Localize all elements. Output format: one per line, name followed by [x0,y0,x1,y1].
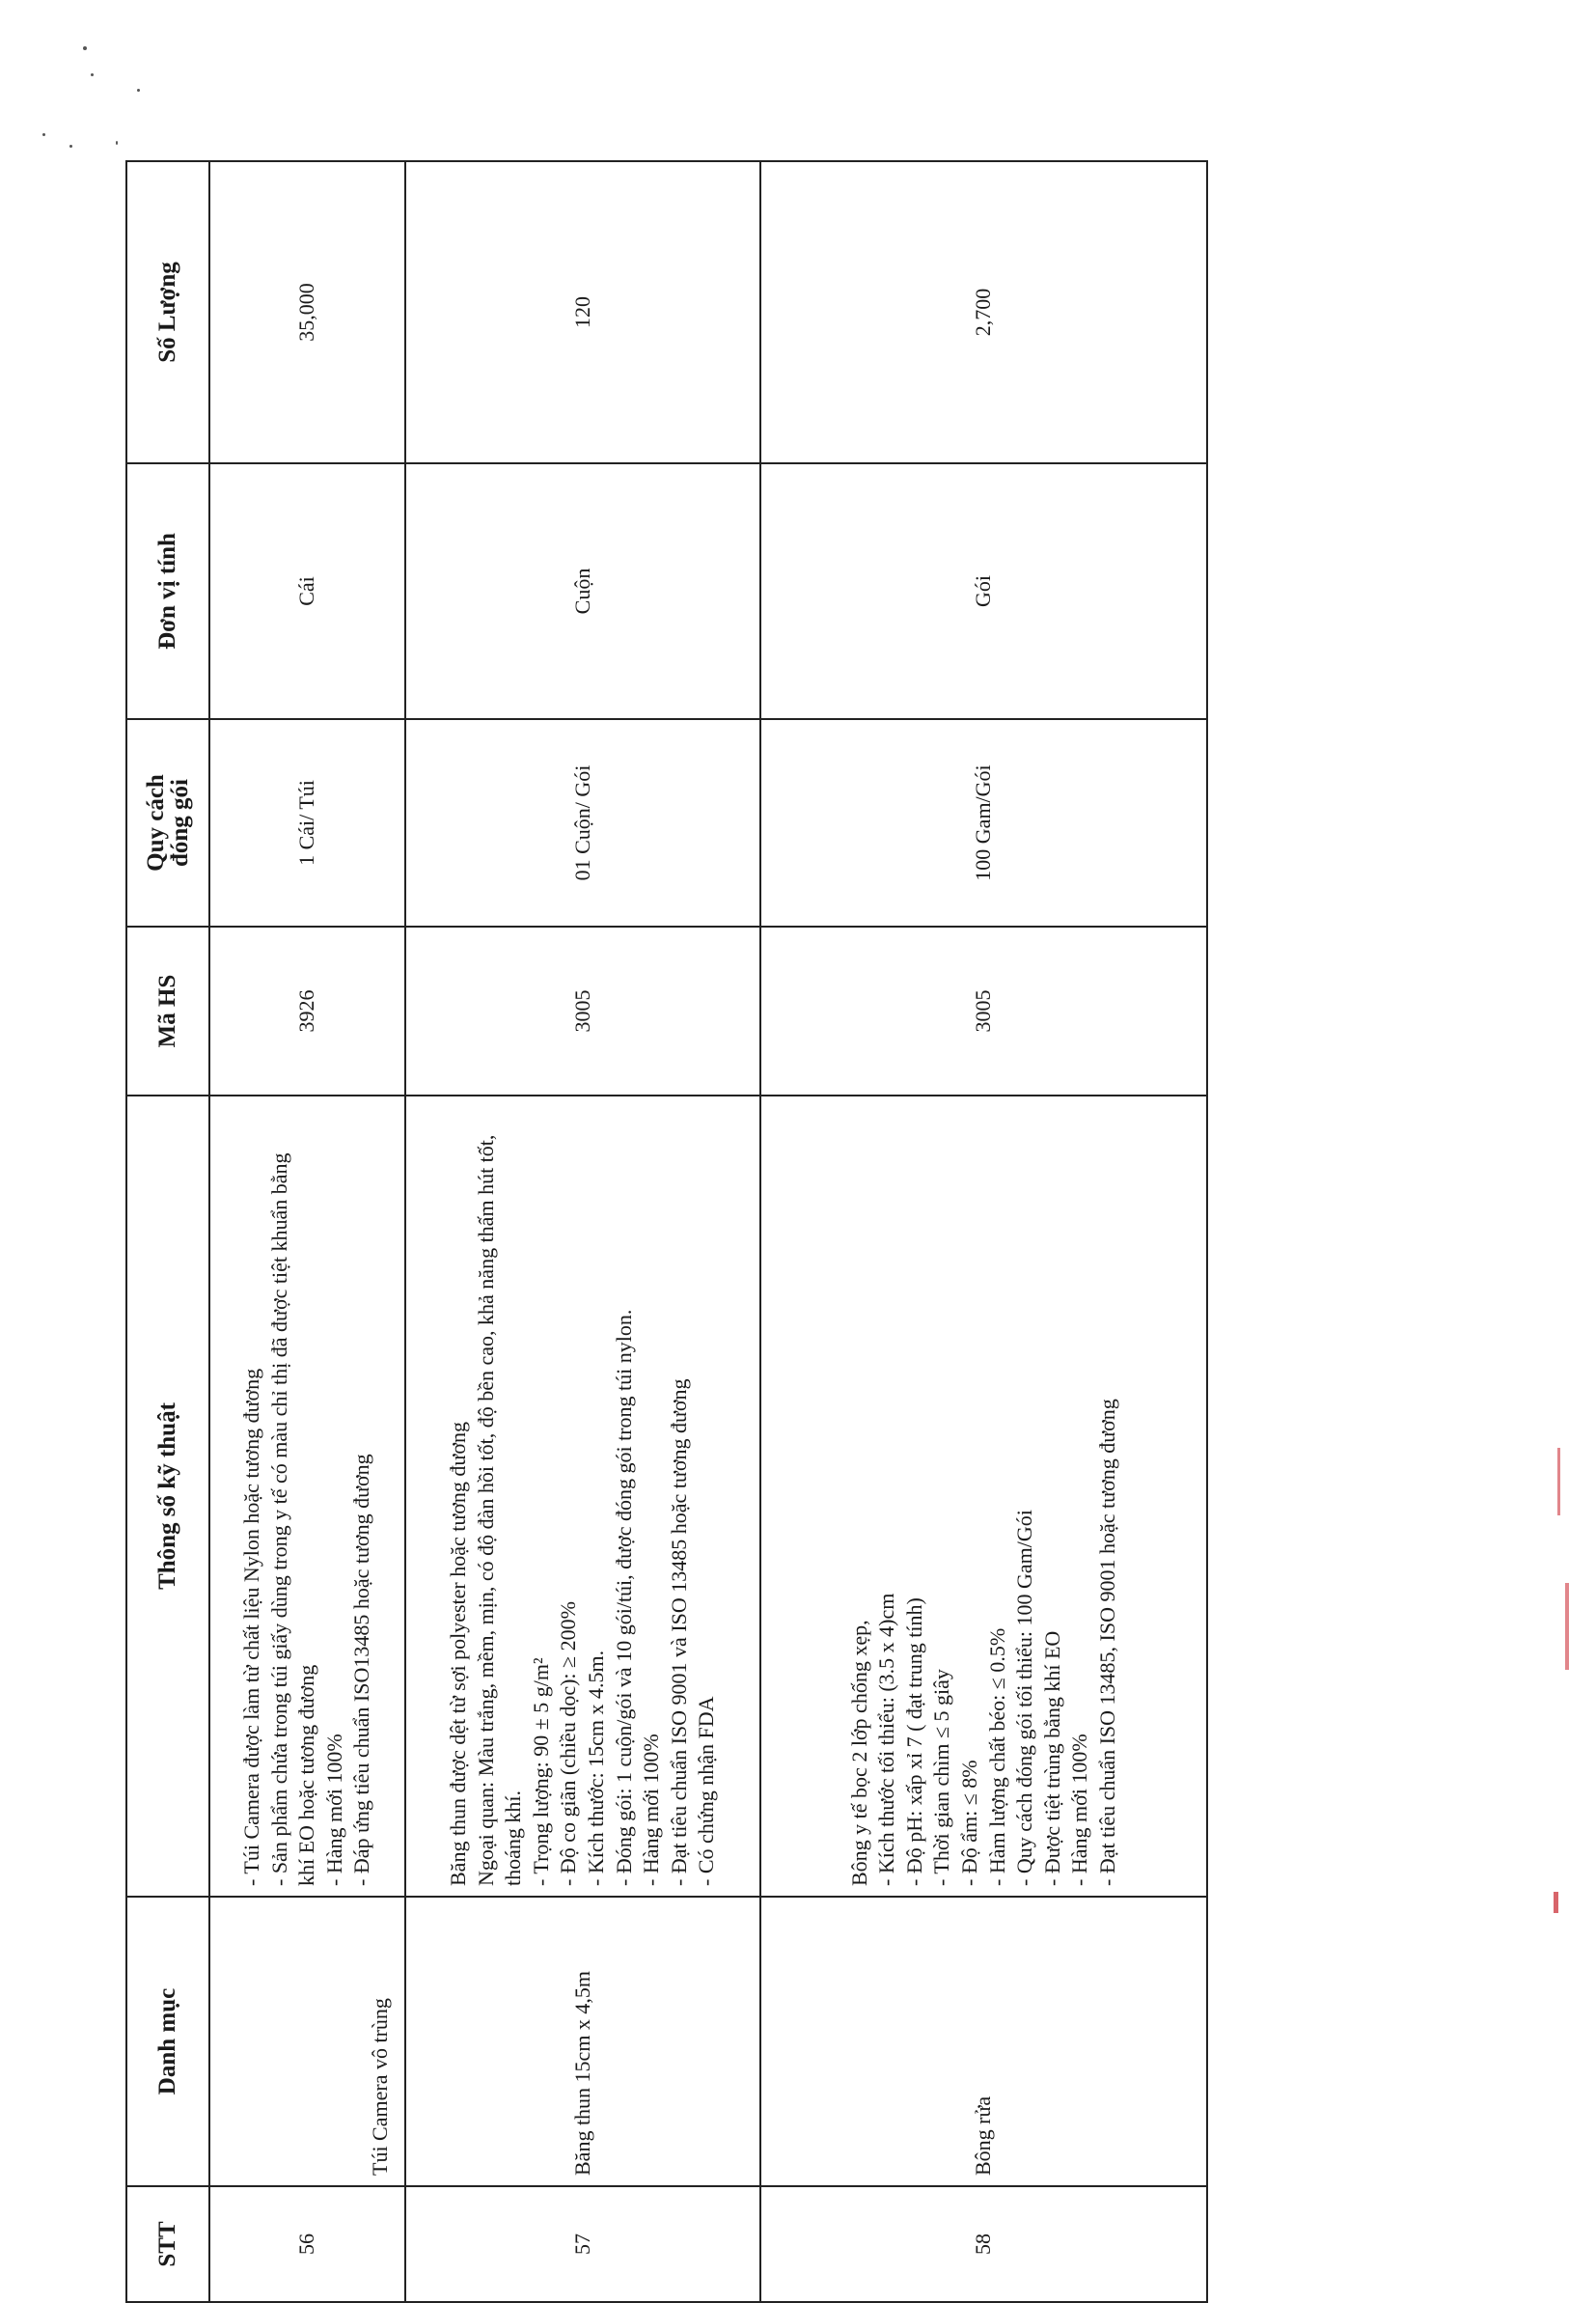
spec-line: - Sản phẩm chứa trong túi giấy dùng trong y tế có màu chỉ thị đã được tiệt khuẩn bằng [266,1152,291,1886]
header-quy-cach-line2: đóng gói [167,779,193,868]
spec-line: - Đạt tiêu chuẩn ISO 9001 và ISO 13485 hoặc tương đương [666,1378,691,1886]
header-quy-cach-line1: Quy cách [143,774,169,872]
scan-speck [91,73,94,76]
spec-line: - Đạt tiêu chuẩn ISO 13485, ISO 9001 hoặc tương đương [1094,1399,1119,1886]
header-stt: STT [126,2186,209,2302]
cell-don-vi: Gói [760,463,1207,719]
spec-line: - Hàm lượng chất béo: ≤ 0.5% [984,1627,1009,1886]
spec-line: Băng thun được dệt từ sợi polyester hoặc tương đương [446,1422,471,1886]
table-header-row [126,161,209,2302]
table-row [760,161,1207,2302]
header-don-vi: Đơn vị tính [126,463,209,719]
header-so-luong: Số Lượng [126,161,209,463]
spec-line: khí EO hoặc tương đương [294,1664,319,1886]
cell-danh-muc: Bông rửa [760,1897,1207,2186]
technical-spec-table [125,160,1208,2303]
table-row [209,161,405,2302]
spec-line: - Thời gian chìm ≤ 5 giây [929,1669,954,1886]
spec-line: - Đóng gói: 1 cuộn/gói và 10 gói/túi, được đóng gói trong túi nylon. [611,1309,636,1886]
cell-danh-muc: Băng thun 15cm x 4,5m [405,1897,760,2186]
cell-don-vi: Cuộn [405,463,760,719]
table-row [405,161,760,2302]
cell-spec [209,1096,405,1897]
spec-line: - Hàng mới 100% [1067,1734,1092,1886]
rotated-table-container [125,162,1206,2303]
cell-so-luong: 120 [405,161,760,463]
red-stamp-mark [1554,1892,1558,1913]
scan-speck [42,133,45,136]
spec-line: - Trọng lượng: 90 ± 5 g/m² [528,1657,553,1886]
cell-so-luong: 2,700 [760,161,1207,463]
cell-danh-muc: Túi Camera vô trùng [209,1897,405,2186]
cell-stt: 57 [405,2186,760,2302]
spec-line: - Quy cách đóng gói tối thiểu: 100 Gam/Gói [1012,1510,1037,1886]
cell-stt: 58 [760,2186,1207,2302]
spec-line: Bông y tế bọc 2 lớp chống xẹp, [846,1620,871,1886]
spec-line: - Kích thước tối thiểu: (3.5 x 4)cm [874,1593,899,1886]
scan-speck [116,141,118,145]
spec-line: Ngoại quan: Màu trắng, mềm, mịn, có độ đàn hồi tốt, độ bền cao, khả năng thấm hút tốt, [473,1134,498,1886]
cell-ma-hs: 3926 [209,927,405,1096]
spec-line: - Đáp ứng tiêu chuẩn ISO13485 hoặc tương đương [349,1454,374,1886]
cell-ma-hs: 3005 [760,927,1207,1096]
header-ma-hs: Mã HS [126,927,209,1096]
header-danh-muc: Danh mục [126,1897,209,2186]
spec-line: thoáng khí. [501,1790,526,1886]
scan-speck [83,46,87,50]
scan-speck [69,145,72,148]
spec-line: - Hàng mới 100% [639,1734,664,1886]
cell-stt: 56 [209,2186,405,2302]
spec-line: - Độ ẩm: ≤ 8% [956,1760,981,1886]
scan-speck [137,89,140,92]
cell-quy-cach: 1 Cái/ Túi [209,719,405,927]
spec-line: - Độ co giãn (chiều dọc): ≥ 200% [556,1601,581,1886]
header-quy-cach [126,719,209,927]
spec-line: - Kích thước: 15cm x 4.5m. [584,1650,608,1886]
red-stamp-mark [1557,1448,1560,1515]
header-thong-so: Thông số kỹ thuật [126,1096,209,1897]
spec-line: - Túi Camera được làm từ chất liệu Nylon hoặc tương đương [239,1368,264,1886]
cell-quy-cach: 01 Cuộn/ Gói [405,719,760,927]
cell-spec [760,1096,1207,1897]
cell-ma-hs: 3005 [405,927,760,1096]
red-stamp-mark [1565,1583,1569,1670]
cell-so-luong: 35,000 [209,161,405,463]
cell-don-vi: Cái [209,463,405,719]
cell-spec [405,1096,760,1897]
spec-line: - Độ pH: xấp xỉ 7 ( đạt trung tính) [901,1597,926,1886]
spec-line: - Được tiệt trùng bằng khí EO [1039,1630,1064,1886]
cell-quy-cach: 100 Gam/Gói [760,719,1207,927]
spec-line: - Hàng mới 100% [321,1734,346,1886]
spec-line: - Có chứng nhận FDA [694,1696,719,1886]
